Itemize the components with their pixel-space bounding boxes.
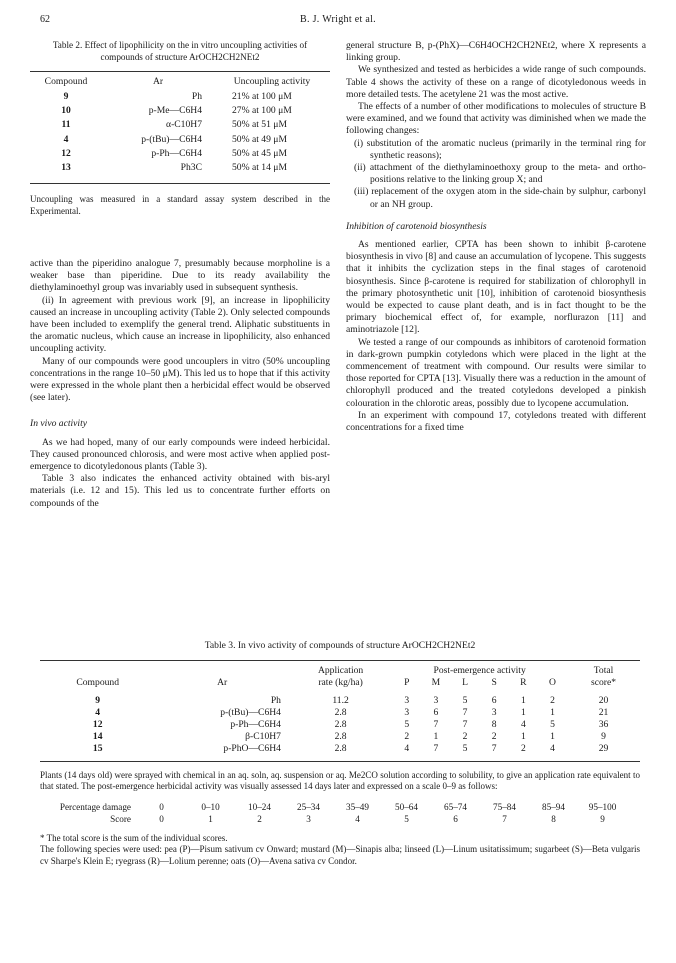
- damage-range: 0–10: [201, 801, 220, 812]
- table3-header-species: L: [462, 677, 468, 688]
- table-cell: 4: [520, 719, 526, 730]
- table3-header-compound: Compound: [76, 677, 120, 688]
- table-cell: Ph: [191, 91, 202, 103]
- left-column-text: [30, 258, 330, 510]
- table-cell: p-PhO—C6H4: [223, 743, 281, 754]
- table-cell: 12: [92, 719, 103, 730]
- table-cell: 36: [598, 719, 609, 730]
- damage-range: 25–34: [297, 801, 320, 812]
- damage-range: 10–24: [248, 801, 271, 812]
- table3-note: Plants (14 days old) were sprayed with chemical in an aq. soln, aq. suspension or aq. Me2CO solution according to solubility, to give an application rate equivalent to that stated. The post-emergence herbicidal activity was visually assessed 14 days later and expressed on a scale 0–9 as follows:: [40, 769, 640, 791]
- table-cell: 7: [433, 719, 439, 730]
- table-cell: 2: [404, 731, 410, 742]
- table3-header-species: O: [549, 677, 556, 688]
- table-cell: 5: [404, 719, 410, 730]
- table-cell: 8: [491, 719, 497, 730]
- table-cell: p-Ph—C6H4: [230, 719, 281, 730]
- table-cell: 21: [598, 707, 609, 718]
- table-row: [40, 731, 640, 743]
- table-cell: 2.8: [334, 719, 347, 730]
- table-cell: 4: [550, 743, 555, 754]
- damage-range: 95–100: [588, 801, 617, 812]
- paragraph: (ii) In agreement with previous work [9], an increase in lipophilicity caused an increase in uncoupling activity (Table 2). Only selected compounds have been included to exemplify the general trend. Aliphatic substituents in the aromatic nucleus, which cause an increase in lipophilicity, also enhanced uncoupling activity.: [30, 294, 330, 355]
- table-cell: 3: [404, 707, 410, 718]
- table2-header-activity: Uncoupling activity: [233, 76, 311, 87]
- table2-header-ar: Ar: [152, 76, 164, 87]
- table-cell: 9: [601, 731, 606, 742]
- table-cell: 11.2: [332, 695, 349, 706]
- table-cell: 50% at 51 μM: [232, 119, 287, 131]
- list-item: (i) substitution of the aromatic nucleus (primarily in the terminal ring for synthetic reasons);: [354, 137, 646, 161]
- table2-footnote: Uncoupling was measured in a standard assay system described in the Experimental.: [30, 194, 330, 216]
- table-cell: 2: [520, 743, 526, 754]
- table-cell: 1: [550, 707, 555, 718]
- table-cell: Ph: [270, 695, 281, 706]
- right-column-text: [346, 40, 646, 434]
- table-cell: β-C10H7: [245, 731, 281, 742]
- table-cell: 7: [462, 719, 468, 730]
- table-row: [30, 147, 330, 161]
- table3-header-rate-l1: Application: [317, 665, 364, 676]
- table-cell: 1: [520, 707, 526, 718]
- table-row: [30, 104, 330, 118]
- paragraph: We synthesized and tested as herbicides a wide range of such compounds. Table 4 shows the activity of these on a range of dicotyledonous weeds in more detailed tests. The acetylene 21 was the most active.: [346, 64, 646, 100]
- table2-block: [30, 40, 330, 217]
- section-heading: Inhibition of carotenoid biosynthesis: [346, 220, 487, 232]
- score-value: 3: [306, 813, 311, 824]
- table-cell: 7: [433, 743, 439, 754]
- score-value: 2: [257, 813, 262, 824]
- table-cell: 4: [63, 133, 69, 145]
- table-cell: 21% at 100 μM: [232, 91, 292, 103]
- table-cell: 50% at 49 μM: [232, 133, 287, 145]
- table3-header-ar: Ar: [217, 677, 228, 688]
- table-row: [30, 89, 330, 104]
- table-cell: 10: [61, 105, 71, 117]
- table-cell: 15: [92, 743, 103, 754]
- table-cell: 13: [61, 162, 71, 174]
- damage-range: 75–84: [493, 801, 516, 812]
- table2-caption: Table 2. Effect of lipophilicity on the in vitro uncoupling activities of compounds of structure ArOCH2CH2NEt2: [52, 40, 308, 62]
- table-cell: 3: [491, 707, 497, 718]
- table-cell: 9: [63, 91, 69, 103]
- table-cell: 7: [491, 743, 497, 754]
- table3-header-total-l1: Total: [593, 665, 614, 676]
- table-row: [40, 743, 640, 755]
- table-cell: p-Me—C6H4: [148, 105, 202, 117]
- table2-header-compound: Compound: [44, 76, 88, 87]
- table-cell: 3: [404, 695, 410, 706]
- table3-header-species: M: [431, 677, 441, 688]
- score-value: 5: [404, 813, 409, 824]
- damage-range: 50–64: [395, 801, 418, 812]
- table-cell: α-C10H7: [166, 119, 202, 131]
- table-cell: 4: [95, 707, 101, 718]
- table-cell: 5: [550, 719, 555, 730]
- table-cell: 50% at 14 μM: [232, 162, 287, 174]
- score-value: 9: [600, 813, 605, 824]
- table3-footnote-total: * The total score is the sum of the individual scores.: [40, 832, 228, 843]
- paragraph: The effects of a number of other modifications to molecules of structure B were examined, and we found that activity was diminished when we made the following changes:: [346, 101, 646, 137]
- table-cell: 5: [462, 743, 468, 754]
- table-cell: 7: [462, 707, 468, 718]
- table3-header-total-l2: score*: [591, 677, 617, 688]
- table-row: [30, 118, 330, 132]
- damage-range: 0: [159, 801, 164, 812]
- paragraph: general structure B, p-(PhX)—C6H4OCH2CH2NEt2, where X represents a linking group.: [346, 40, 646, 64]
- paragraph: Table 3 also indicates the enhanced activity obtained with bis-aryl materials (i.e. 12 and 15). This led us to concentrate further efforts on compounds of the: [30, 473, 330, 509]
- table-cell: 1: [433, 731, 439, 742]
- table-cell: 9: [95, 695, 101, 706]
- list-item: (ii) attachment of the diethylaminoethoxy group to the meta- and ortho-positions relative to the linking group X; and: [354, 162, 646, 186]
- score-label: Score: [110, 813, 131, 824]
- table3-header-species: R: [520, 677, 527, 688]
- table-cell: 2.8: [334, 743, 347, 754]
- table-row: [40, 689, 640, 707]
- paragraph: As we had hoped, many of our early compounds were indeed herbicidal. They caused pronounced chlorosis, and were most active when applied post-emergence to dicotyledonous plants (Table 3).: [30, 436, 330, 473]
- table2: [30, 75, 330, 175]
- table3-header-rate-l2: rate (kg/ha): [318, 677, 363, 688]
- table-row: [30, 133, 330, 147]
- table-row: [40, 707, 640, 719]
- table-cell: 6: [433, 707, 439, 718]
- table3: [40, 665, 640, 755]
- page-number: 62: [40, 14, 50, 25]
- table-cell: 5: [462, 695, 468, 706]
- damage-range: 65–74: [444, 801, 467, 812]
- table-cell: 3: [433, 695, 439, 706]
- table-cell: Ph3C: [180, 162, 202, 174]
- table-row: [40, 719, 640, 731]
- table-cell: p-Ph—C6H4: [151, 147, 202, 159]
- paragraph: active than the piperidino analogue 7, presumably because morpholine is a weaker base than piperidine. Due to its ready availability the diethylaminoethyl group was invariably used in subsequent synthesis.: [30, 258, 330, 294]
- score-value: 4: [355, 813, 360, 824]
- table-cell: 12: [61, 147, 71, 159]
- running-head: B. J. Wright et al.: [300, 14, 376, 25]
- score-value: 7: [502, 813, 507, 824]
- damage-range: 35–49: [346, 801, 369, 812]
- table-cell: 1: [520, 731, 526, 742]
- damage-label: Percentage damage: [59, 801, 131, 812]
- paragraph: In an experiment with compound 17, cotyledons treated with different concentrations for a fixed time: [346, 409, 646, 434]
- table-cell: 27% at 100 μM: [232, 105, 292, 117]
- damage-range: 85–94: [542, 801, 565, 812]
- score-scale-table: [40, 801, 627, 825]
- table-cell: 2: [550, 695, 555, 706]
- table-cell: 2: [462, 731, 468, 742]
- table-cell: 20: [598, 695, 609, 706]
- paragraph: As mentioned earlier, CPTA has been shown to inhibit β-carotene biosynthesis in vivo [8] and cause an accumulation of lycopene. This suggests that it inhibits the cyclization steps in the final stages of carotenoid biosynthesis. Since β-carotene is required for stabilization of chlorophyll in the primary photosynthetic unit [10], inhibition of carotenoid biosynthesis would be expected to cause plant death, and is in fact thought to be the primary biochemical effect of, for example, norflurazon [11] and aminotriazole [12].: [346, 239, 646, 336]
- table-cell: p-(tBu)—C6H4: [141, 133, 202, 145]
- table-cell: 1: [550, 731, 555, 742]
- table-cell: 11: [61, 119, 71, 131]
- table-cell: 50% at 45 μM: [232, 147, 287, 159]
- table3-caption: Table 3. In vivo activity of compounds of structure ArOCH2CH2NEt2: [204, 640, 476, 651]
- table-cell: 4: [404, 743, 410, 754]
- table3-header-species: S: [491, 677, 497, 688]
- table-cell: 2.8: [334, 707, 347, 718]
- score-value: 0: [159, 813, 164, 824]
- table3-species-note: The following species were used: pea (P)—Pisum sativum cv Onward; mustard (M)—Sinapis alba; linseed (L)—Linum usitatissimum; sugarbeet (S)—Beta vulgaris cv Sharpe's Klein E; ryegrass (R)—Lolium perenne; oats (O)—Avena sativa cv Condor.: [40, 844, 640, 866]
- paragraph: Many of our compounds were good uncouplers in vitro (50% uncoupling concentrations in the range 10–50 μM). This led us to hope that if this activity were expressed in the whole plant then a herbicidal effect would be observed (see later).: [30, 355, 330, 404]
- section-heading: In vivo activity: [30, 418, 88, 430]
- table3-header-post: Post-emergence activity: [433, 665, 526, 676]
- table3-block: [40, 640, 640, 867]
- table-cell: 6: [491, 695, 497, 706]
- table-row: [30, 161, 330, 175]
- table-cell: 2.8: [334, 731, 347, 742]
- table3-header-species: P: [404, 677, 410, 688]
- score-value: 1: [208, 813, 213, 824]
- table-cell: 2: [491, 731, 497, 742]
- table-cell: 14: [92, 731, 103, 742]
- score-value: 6: [453, 813, 458, 824]
- table-cell: 1: [520, 695, 526, 706]
- list-item: (iii) replacement of the oxygen atom in the side-chain by sulphur, carbonyl or an NH group.: [354, 186, 646, 210]
- table-cell: 29: [598, 743, 609, 754]
- paragraph: We tested a range of our compounds as inhibitors of carotenoid formation in dark-grown pumpkin cotyledons which were placed in the light at the commencement of treatment with compound. Our results were similar to those reported for CPTA [13]. Visually there was a reduction in the amount of chlorophyll produced and the treated cotyledons developed a pinkish colouration in the chlorotic areas, possibly due to lycopene accumulation.: [346, 336, 646, 409]
- score-value: 8: [551, 813, 556, 824]
- table-cell: p-(tBu)—C6H4: [220, 707, 281, 718]
